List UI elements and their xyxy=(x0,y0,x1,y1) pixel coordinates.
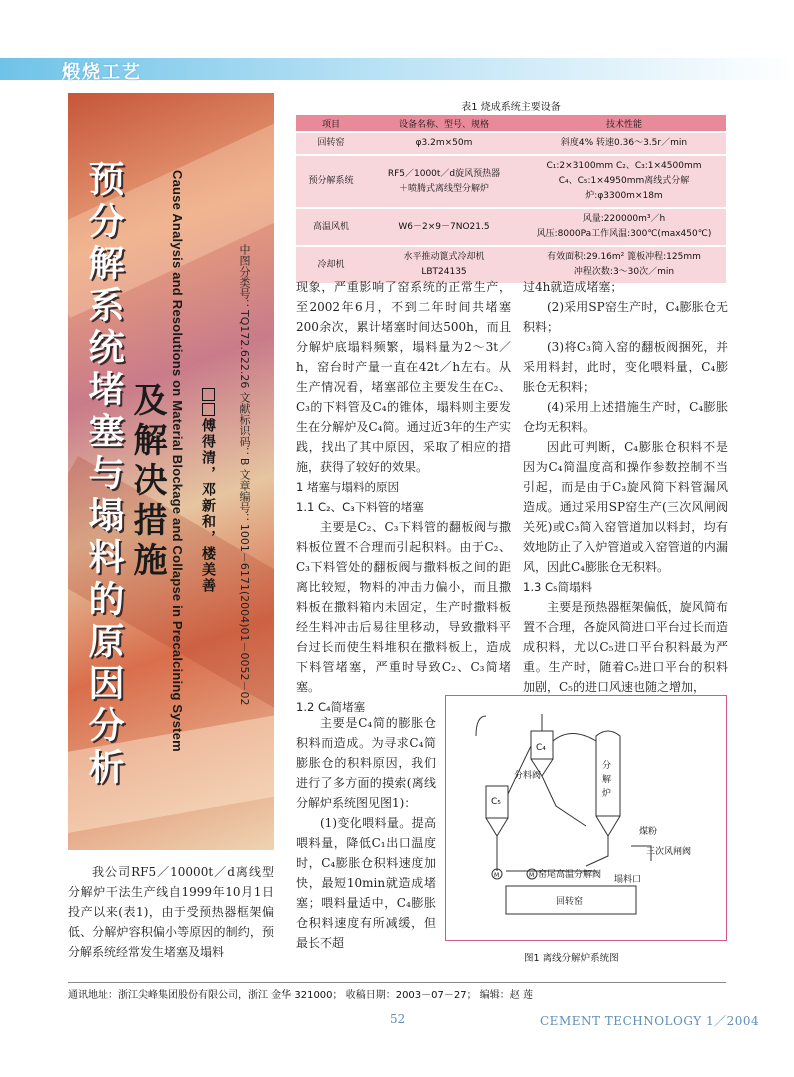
text-column-middle-lower xyxy=(296,713,436,953)
english-title: Cause Analysis and Resolutions on Material Blockage and Collapse in Precalcining System xyxy=(170,170,185,752)
authors xyxy=(198,388,218,594)
intro-paragraph: 我公司RF5／10000t／d离线型分解炉干法生产线自1999年10月1日投产以来(表1)，由于受预热器框架偏低、分解炉容积偏小等原因的制约，预分解系统经常发生堵塞及塌料 xyxy=(68,865,274,959)
cell-line: RF5／1000t／d旋风预热器 xyxy=(387,168,501,179)
paragraph: (3)将C₃简入窑的翻板阀捆死，并采用料封，此时，变化喂料量，C₄膨胀仓无积料； xyxy=(523,340,728,394)
author-marker-icon xyxy=(202,388,215,401)
paragraph: 主要是预热器框架偏低，旋风简布置不合理，各旋风简进口平台过长而造成积料，尤以C₅进口平台积料最为严重。生产时，随着C₅进口平台的积料加剧，C₅的进口风速也随之增加， xyxy=(523,600,728,694)
equipment-table xyxy=(296,115,726,283)
paragraph: 过4h就造成堵塞； xyxy=(523,280,623,294)
classification-line: 中图分类号：TQ172.622.26 文献标识码：B 文章编号：1001－6171(2004)01－0052－02 xyxy=(238,244,251,706)
paragraph: 因此可判断，C₄膨胀仓积料不是因为C₄简温度高和操作参数控制不当引起，而是由于C₃旋风简下料管漏风造成。通过采用SP窑生产(三次风闸阀关死)或C₃简入窑管道加以料封，均有效地防止了入炉管道或入窑管道的内漏风，因此C₄膨胀仓无积料。 xyxy=(523,440,728,574)
author-names: 傅得清，邓新和，楼美善 xyxy=(200,418,216,594)
duct xyxy=(542,776,586,826)
text-column-middle xyxy=(296,277,511,717)
feed-port-label: 塌料口 xyxy=(614,875,642,885)
subsection-heading: 1.3 C₅简塌料 xyxy=(523,580,593,594)
cell-line: W6－2×9－7NO21.5 xyxy=(398,221,490,232)
paragraph: 主要是C₂、C₃下料管的翻板阀与撒料板位置不合理而引起积料。由于C₂、C₃下料管处的翻板阀与撒料板之间的距离比较短，物料的冲击力偏小，而且撒料板在撒料箱内未固定，生产时撒料板经生料冲击后易往里移动，导致撒料平台过长而使生料堆积在撒料板上，造成下料管堵塞，严重时导致C₂、C₃简堵塞。 xyxy=(296,520,511,694)
cell-line: 风压:8000Pa工作风温:300℃(max450℃) xyxy=(536,229,712,239)
subsection-heading: 1.1 C₂、C₃下料管的堵塞 xyxy=(296,500,424,514)
cell-line: 水平推动篦式冷却机 xyxy=(403,252,485,262)
kiln-label: 回转窑 xyxy=(556,897,584,907)
cell-line: φ3.2m×50m xyxy=(415,138,473,148)
duct xyxy=(553,734,596,742)
intro-column xyxy=(68,862,274,962)
table-cell xyxy=(366,132,522,155)
table-cell xyxy=(522,155,726,208)
table-caption: 表1 烧成系统主要设备 xyxy=(461,102,561,113)
section-heading: 1 堵塞与塌料的原因 xyxy=(296,480,399,494)
article-title: 预分解系统堵塞与塌料的原因分析 xyxy=(83,160,124,790)
motor-label: M xyxy=(529,872,535,879)
table-header: 技术性能 xyxy=(522,115,726,132)
calciner-diagram xyxy=(446,696,726,940)
table-cell: 预分解系统 xyxy=(296,155,366,208)
cell-line: 斜度4% 转速0.36～3.5r／min xyxy=(560,138,688,148)
cell-line: C₄、C₅:1×4950mm离线式分解炉:φ3300m×18m xyxy=(558,176,690,201)
text-column-right xyxy=(523,277,728,697)
cell-line: ＋喷腾式离线型分解炉 xyxy=(398,183,489,194)
table-cell xyxy=(522,132,726,155)
footer-note: 通讯地址：浙江尖峰集团股份有限公司，浙江 金华 321000； 收稿日期：2003－07－27； 编辑：赵 莲 xyxy=(68,990,533,1001)
paragraph: (1)变化喂料量。提高喂料量，降低C₁出口温度时，C₄膨胀仓积料速度加快，最短10min就造成堵塞；喂料量适中，C₄膨胀仓积料速度有所减缓，但最长不超 xyxy=(296,816,436,950)
table-header-row xyxy=(296,115,726,132)
duct xyxy=(586,836,608,866)
subsection-heading: 1.2 C₄简堵塞 xyxy=(296,700,366,714)
paragraph: 主要是C₄简的膨胀仓积料而造成。为寻求C₄简膨胀仓的积料原因，我们进行了多方面的摸索(离线分解炉系统图见图1)： xyxy=(296,716,436,810)
paragraph: (2)采用SP窑生产时，C₄膨胀仓无积料； xyxy=(523,300,728,334)
table-header: 设备名称、型号、规格 xyxy=(366,115,522,132)
author-marker-icon xyxy=(202,403,215,416)
table-row xyxy=(296,155,726,208)
table-cell: 高温风机 xyxy=(296,208,366,246)
table-cell xyxy=(366,208,522,246)
table-header: 项目 xyxy=(296,115,366,132)
table-row xyxy=(296,208,726,246)
paragraph: 现象，严重影响了窑系统的正常生产，至2002年6月，不到二年时间共堵塞200余次，累计堵塞时间达500h，而且分解炉底塌料频繁，塌料量为2～3t／h，窑台时产量一直在42t／h左右。从生产情况看，堵塞部位主要发生在C₂、C₃的下料管及C₄的锥体，塌料则主要发生在分解炉及C₄简。通过近3年的生产实践，找出了其中原因，采取了相应的措施，获得了较好的效果。 xyxy=(296,280,511,474)
c5-label: C₅ xyxy=(491,797,501,807)
c4-label: C₄ xyxy=(536,743,546,753)
calciner-label-1: 分 xyxy=(602,761,612,771)
table-cell xyxy=(366,155,522,208)
kiln-tail-label: 窑尾高温分解阀 xyxy=(538,870,602,880)
calciner-label-2: 解 xyxy=(602,775,612,785)
footer-rule xyxy=(68,982,726,983)
cell-line: LBT24135 xyxy=(421,267,467,277)
calciner-cone xyxy=(596,816,620,836)
gt-duct xyxy=(476,716,486,736)
duct xyxy=(508,746,531,794)
split-valve-label: 分料阀 xyxy=(514,771,542,781)
journal-name: CEMENT TECHNOLOGY 1／2004 xyxy=(540,1014,760,1028)
motor-label: M xyxy=(494,872,500,879)
table-cell: 回转窑 xyxy=(296,132,366,155)
table-cell xyxy=(522,208,726,246)
table-row xyxy=(296,132,726,155)
c5-cyclone-cone xyxy=(486,818,508,836)
tertiary-valve-label: 三次风闸阀 xyxy=(646,847,692,857)
section-title: 煅烧工艺 xyxy=(62,62,142,83)
cell-line: C₁:2×3100mm C₂、C₃:1×4500mm xyxy=(546,161,702,171)
table-cell: 冷却机 xyxy=(296,246,366,283)
article-subtitle: 及解决措施 xyxy=(127,382,167,582)
coal-label: 煤粉 xyxy=(639,827,658,837)
cell-line: 风量:220000m³／h xyxy=(582,214,666,224)
figure-caption: 图1 离线分解炉系统图 xyxy=(524,953,619,964)
figure-1 xyxy=(445,695,727,941)
cell-line: 冲程次数:3～30次／min xyxy=(573,267,675,277)
calciner-label-3: 炉 xyxy=(602,789,612,799)
calciner-label xyxy=(602,759,614,799)
page-number: 52 xyxy=(390,1012,406,1026)
calciner-body xyxy=(596,731,620,816)
cell-line: 有效面积:29.16m² 篦板冲程:125mm xyxy=(547,252,701,262)
paragraph: (4)采用上述措施生产时，C₄膨胀仓均无积料。 xyxy=(523,400,728,434)
